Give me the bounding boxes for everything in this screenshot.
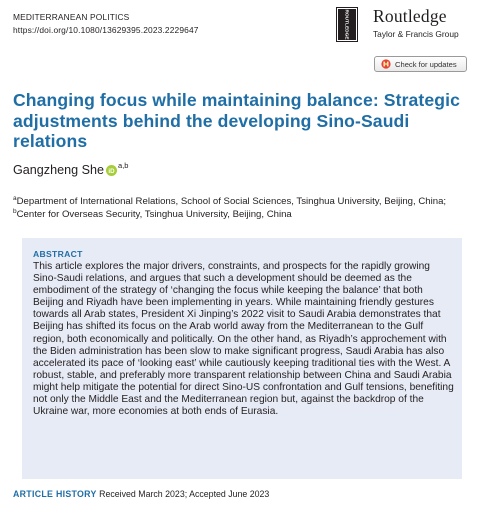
article-history-dates: Received March 2023; Accepted June 2023 [99,489,270,499]
check-for-updates-label: Check for updates [395,59,457,69]
orcid-icon[interactable] [106,165,117,176]
author-line [13,160,129,177]
publisher-group: Taylor & Francis Group [373,29,459,39]
journal-header [13,11,199,37]
journal-name: MEDITERRANEAN POLITICS [13,12,130,22]
author-name[interactable]: Gangzheng She [13,163,105,177]
publisher-name: Routledge [373,6,447,26]
affiliation-a: Department of International Relations, School of Social Sciences, Tsinghua University, Beijing, China; [16,196,447,207]
article-history-label: ARTICLE HISTORY [13,489,97,499]
svg-text:iD: iD [108,167,115,175]
author-affiliation-marks: a,b [118,160,129,170]
abstract-box [22,238,462,479]
article-history [13,489,269,499]
svg-text:ROUTLEDGE: ROUTLEDGE [343,9,349,40]
abstract-heading: ABSTRACT [33,249,83,259]
check-for-updates-button[interactable] [374,56,467,72]
routledge-logo [336,7,358,42]
article-title: Changing focus while maintaining balance: Strategic adjustments behind the developing Sino-Saudi relations [13,90,460,151]
abstract-text: This article explores the major drivers, constraints, and prospects for the rapidly growing Sino-Saudi relations, and argues that such a development should be deemed as the embodiment of the strategy of ‘changing the focus while keeping the balance’ that both Beijing and Riyadh have been implementing in years. While maintaining friendly gestures towards all Arab states, President Xi Jinping’s 2022 visit to Saudi Arabia demonstrates that Beijing has shifted its focus on the Arab world away from the Mediterranean to the Gulf region, both economically and politically. On the other hand, as Riyadh’s approchement with the Biden administration has been slow to make significant progress, Saudi Arabia has also accelerated its pace of ‘looking east’ while cautiously keeping traditional ties with the West. A robust, stable, and preferably more transparent relationship between China and Saudi Arabia might help mitigate the potential for direct Sino-US confrontation and Gulf tensions, benefiting not only the Middle East and the Mediterranean region but, against the backdrop of the Ukraine war, more economies at both ends of Eurasia. [33,261,454,418]
publisher-logo [336,7,476,43]
affiliations: $^a$Department of International Relations, School of Social Sciences, Tsinghua University, Beijing, China; $^b$Center for Overseas Security, Tsinghua University, Beijing, China [13,194,447,220]
check-updates-icon [381,59,391,69]
affiliation-b: Center for Overseas Security, Tsinghua University, Beijing, China [16,209,292,220]
doi-link[interactable]: https://doi.org/10.1080/13629395.2023.2229647 [13,25,199,35]
